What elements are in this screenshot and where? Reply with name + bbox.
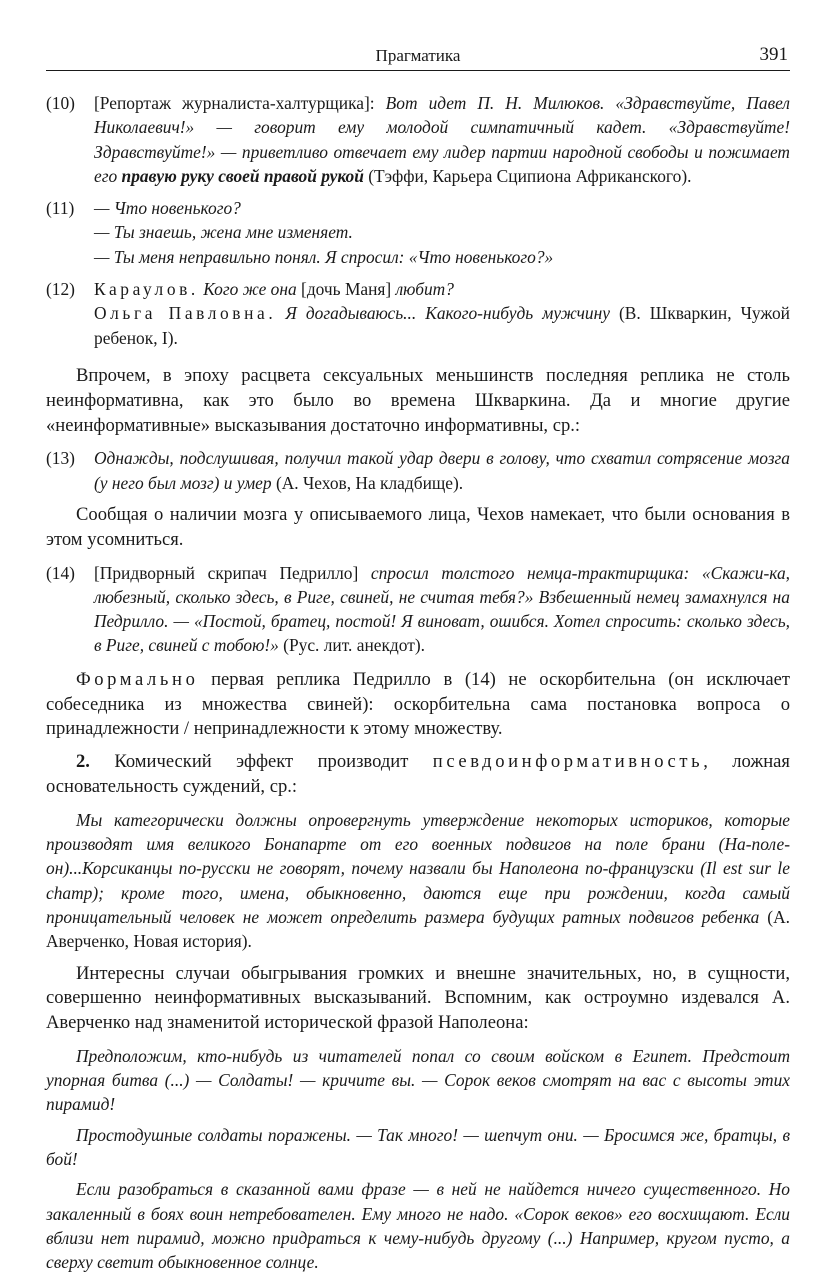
dialogue-line: — Ты меня неправильно понял. Я спросил: «Что новенького?»: [94, 246, 554, 267]
example-source: (А. Чехов, На кладбище).: [271, 472, 464, 493]
example-context: [Репортаж журналиста-халтурщика]:: [94, 93, 386, 113]
example-italic-text: Кого же она: [198, 279, 297, 300]
example-text: [94, 91, 790, 188]
quotation: [46, 808, 790, 954]
quotation-text: Предположим, кто-нибудь из читателей попал со своим войском в Египет. Предстоит упорная битва (...) — Солдаты! — кричите вы. — Сорок веков смотрят на вас с высоты этих пирамид!: [46, 1045, 790, 1115]
example-context: [дочь Маня]: [296, 279, 396, 300]
paragraph-text: , ложная основательность суждений, ср.:: [46, 751, 790, 797]
example-text: [94, 561, 790, 658]
example-italic-text: Однажды, подслушивая, получил такой удар двери в голову, что схватил сотрясение мозга (у него был мозг) и умер: [94, 448, 790, 493]
quotation: [46, 1123, 790, 1172]
quotation-text: Если разобраться в сказанной вами фразе — в ней не найдется ничего существенного. Но закаленный в боях воин нетребователен. Ему много не надо. «Сорок веков» его восхищают. Если вблизи нет пирамид, можно придраться к чему-нибудь другому (...) Например, кругом пусто, а сверху светит обыкновенное солнце.: [46, 1179, 790, 1273]
paragraph: Интересны случаи обыгрывания громких и внешне значительных, но, в сущности, совершенно неинформативных высказываний. Вспомним, как остроумно издевался А. Аверченко над знаменитой исторической фразой Наполеона:: [46, 962, 790, 1034]
quotation: [46, 1044, 790, 1117]
example-source: (Рус. лит. анекдот).: [278, 635, 425, 656]
example-14: [46, 561, 790, 658]
dialogue-line: — Что новенького?: [94, 198, 241, 219]
paragraph: Впрочем, в эпоху расцвета сексуальных меньшинств последняя реплика не столь неинформативна, как это было во времена Шкваркина. Да и многие другие «неинформативные» высказывания достаточно информативны, ср.:: [46, 364, 790, 436]
example-source: (В. Шкваркин, Чужой ребенок, I).: [94, 303, 790, 348]
paragraph: [46, 750, 790, 800]
spaced-term: Формально: [76, 668, 199, 690]
paragraph-text: Комический эффект производит: [89, 751, 433, 773]
speaker-name: Ольга Павловна.: [94, 303, 277, 324]
example-source: (Тэффи, Карьера Сципиона Африканского).: [363, 165, 692, 186]
paragraph-text: первая реплика Педрилло в (14) не оскорбительна (он исключает собеседника из множества свиней): оскорбительна сама постановка вопроса о принадлежности / непринадлежности к этому множеству.: [46, 668, 790, 740]
example-13: [46, 446, 790, 495]
paragraph: Сообщая о наличии мозга у описываемого лица, Чехов намекает, что были основания в этом усомниться.: [46, 503, 790, 550]
example-text: [94, 446, 790, 495]
paragraph: [46, 668, 790, 742]
example-12: [46, 277, 790, 350]
example-number: (14): [46, 562, 75, 583]
example-text: [94, 277, 790, 350]
running-header: [46, 40, 790, 71]
example-10: [46, 91, 790, 188]
example-number: (10): [46, 93, 75, 113]
quotation: [46, 1177, 790, 1274]
example-number: (13): [46, 448, 75, 469]
example-dialogue: [94, 196, 790, 269]
book-page: [46, 40, 790, 1275]
example-italic-text: Вот идет П. Н. Милюков. «Здравствуйте, Павел Николаевич!» — говорит ему молодой симпатичный кадет. «Здравствуйте! Здравствуйте!» — приветливо отвечает ему лидер партии народной свободы и пожимает его: [94, 93, 790, 186]
section-number: 2.: [76, 751, 90, 773]
example-number: (11): [46, 198, 75, 219]
example-italic-text: Я догадываюсь... Какого-нибудь мужчину: [276, 303, 610, 324]
example-number: (12): [46, 279, 75, 300]
quotation-text: Мы категорически должны опровергнуть утверждение некоторых историков, которые производят имя великого Бонапарте от его военных подвигов на поле брани (На-поле-он)...Корсиканцы по-русски не говорят, почему назвали бы Наполеона по-французски (Il est sur le champ); кроме того, имена, обыкновенно, даются еще при рождении, когда самый проницательный человек не может определить размера будущих ратных подвигов ребенка: [46, 809, 790, 927]
example-emphasis: правую руку своей правой рукой: [121, 165, 364, 186]
page-number: 391: [759, 44, 788, 65]
example-italic-text: спросил толстого немца-трактирщика: «Скажи-ка, любезный, сколько здесь, в Риге, свиней, не считая тебя?» Взбешенный немец замахнулся на Педрилло. — «Постой, братец, постой! Я виноват, ошибся. Хотел спросить: сколько здесь, в Риге, свиней с тобою!»: [94, 562, 790, 656]
quotation-text: Простодушные солдаты поражены. — Так много! — шепчут они. — Бросимся же, братцы, в бой!: [46, 1124, 790, 1170]
example-context: [Придворный скрипач Педрилло]: [94, 562, 371, 583]
speaker-name: Караулов.: [94, 279, 199, 300]
dialogue-line: — Ты знаешь, жена мне изменяет.: [94, 222, 353, 243]
example-italic-text: любит?: [395, 279, 454, 300]
example-11: [46, 196, 790, 269]
running-title: Прагматика: [375, 46, 461, 65]
quotation-source: (А. Аверченко, Новая история).: [46, 906, 791, 952]
spaced-term: псевдоинформативность: [432, 751, 704, 773]
